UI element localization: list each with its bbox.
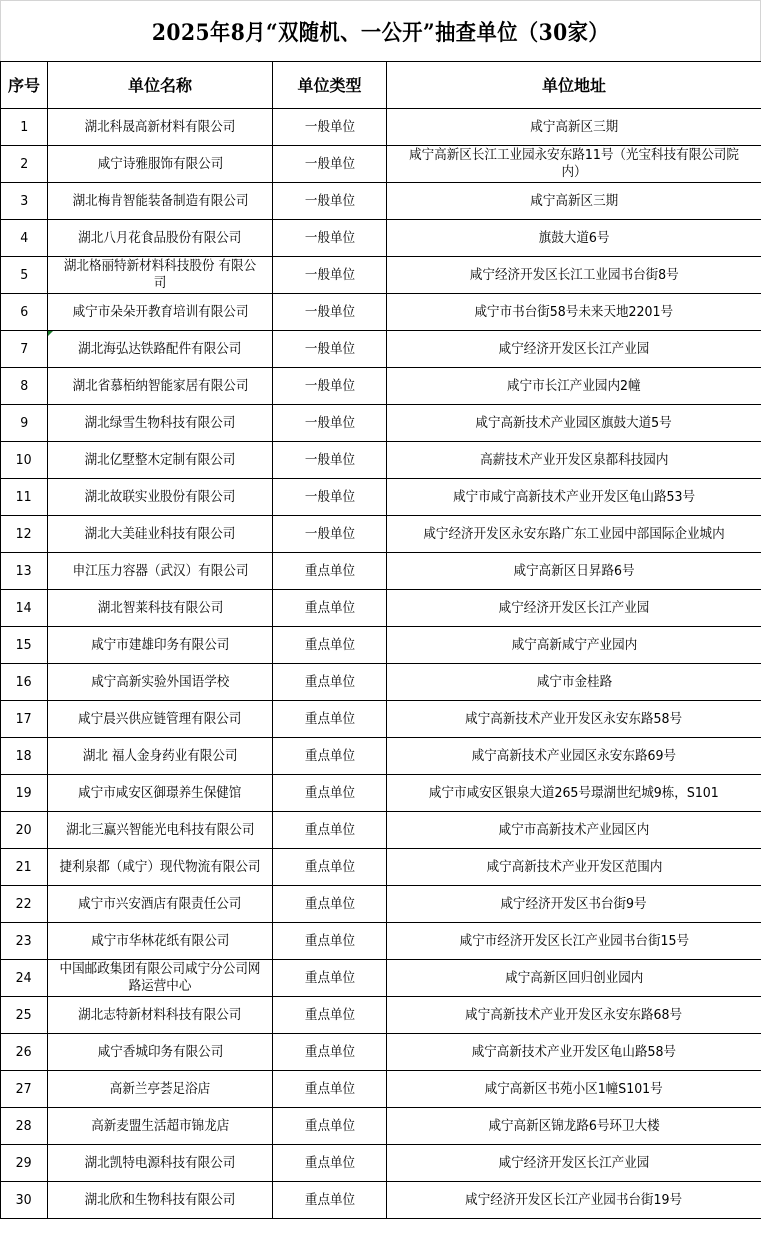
cell-address[interactable] xyxy=(387,1182,761,1219)
cell-type-text: 一般单位 xyxy=(304,192,355,209)
cell-no[interactable] xyxy=(1,516,48,553)
inspection-table xyxy=(0,61,761,1219)
table-row xyxy=(1,738,761,775)
cell-type-text: 重点单位 xyxy=(304,562,355,579)
cell-type-text: 重点单位 xyxy=(304,969,355,986)
cell-name-text: 湖北省慕栢纳智能家居有限公司 xyxy=(72,377,248,394)
cell-no[interactable] xyxy=(1,849,48,886)
cell-name-text: 咸宁市建雄印务有限公司 xyxy=(90,636,230,653)
table-row xyxy=(1,1182,761,1219)
cell-no-text: 22 xyxy=(16,895,32,912)
cell-type[interactable] xyxy=(273,627,387,664)
cell-name[interactable] xyxy=(48,886,273,923)
cell-name[interactable] xyxy=(48,516,273,553)
cell-address[interactable] xyxy=(387,368,761,405)
cell-no-text: 2 xyxy=(20,155,28,172)
cell-no-text: 25 xyxy=(16,1006,32,1023)
cell-no[interactable] xyxy=(1,1145,48,1182)
cell-no-text: 21 xyxy=(16,858,32,875)
cell-no-text: 14 xyxy=(16,599,32,616)
cell-no-text: 8 xyxy=(20,377,28,394)
cell-address-text: 咸宁高新技术产业开发区永安东路68号 xyxy=(465,1006,683,1023)
table-row xyxy=(1,368,761,405)
header-type: 单位类型 xyxy=(273,62,387,109)
cell-address[interactable] xyxy=(387,1108,761,1145)
cell-address-text: 咸宁高新技术产业开发区永安东路58号 xyxy=(465,710,683,727)
cell-no[interactable] xyxy=(1,1108,48,1145)
cell-name[interactable] xyxy=(48,590,273,627)
cell-no-text: 7 xyxy=(20,340,28,357)
cell-no[interactable] xyxy=(1,183,48,220)
cell-no[interactable] xyxy=(1,1182,48,1219)
title-cell xyxy=(0,0,761,62)
cell-name[interactable] xyxy=(48,1108,273,1145)
cell-no-text: 13 xyxy=(16,562,32,579)
cell-address[interactable] xyxy=(387,812,761,849)
cell-address[interactable] xyxy=(387,627,761,664)
cell-no-text: 28 xyxy=(16,1117,32,1134)
cell-type-text: 重点单位 xyxy=(304,932,355,949)
cell-name-text: 湖北大美硅业科技有限公司 xyxy=(84,525,236,542)
cell-address[interactable] xyxy=(387,146,761,183)
cell-no-text: 24 xyxy=(16,969,32,986)
cell-type-text: 重点单位 xyxy=(304,747,355,764)
cell-name-text: 高新兰亭荟足浴店 xyxy=(109,1080,211,1097)
cell-type-text: 重点单位 xyxy=(304,1191,355,1208)
cell-type[interactable] xyxy=(273,479,387,516)
cell-name[interactable] xyxy=(48,257,273,294)
cell-address[interactable] xyxy=(387,516,761,553)
header-address: 单位地址 xyxy=(387,62,761,109)
cell-type-text: 一般单位 xyxy=(304,340,355,357)
cell-name[interactable] xyxy=(48,627,273,664)
table-row xyxy=(1,183,761,220)
cell-address-text: 咸宁市书台街58号未来天地2201号 xyxy=(474,303,674,320)
cell-name[interactable] xyxy=(48,1071,273,1108)
table-row xyxy=(1,1034,761,1071)
cell-address[interactable] xyxy=(387,1071,761,1108)
cell-type[interactable] xyxy=(273,1108,387,1145)
cell-name-text: 咸宁市华林花纸有限公司 xyxy=(90,932,230,949)
cell-address-text: 咸宁市咸宁高新技术产业开发区龟山路53号 xyxy=(453,488,695,505)
table-row xyxy=(1,331,761,368)
cell-no[interactable] xyxy=(1,812,48,849)
cell-address-text: 咸宁高新技术产业园区永安东路69号 xyxy=(471,747,677,764)
table-row xyxy=(1,479,761,516)
cell-address-text: 咸宁高新区三期 xyxy=(530,118,618,135)
cell-name[interactable] xyxy=(48,220,273,257)
cell-type-text: 重点单位 xyxy=(304,1154,355,1171)
cell-no[interactable] xyxy=(1,1071,48,1108)
cell-name[interactable] xyxy=(48,997,273,1034)
table-row xyxy=(1,701,761,738)
cell-name[interactable] xyxy=(48,368,273,405)
cell-name-text: 咸宁香城印务有限公司 xyxy=(97,1043,223,1060)
cell-no-text: 27 xyxy=(16,1080,32,1097)
cell-name-text: 湖北智莱科技有限公司 xyxy=(97,599,223,616)
cell-address[interactable] xyxy=(387,997,761,1034)
cell-address[interactable] xyxy=(387,849,761,886)
cell-address-text: 咸宁市高新技术产业园区内 xyxy=(498,821,650,838)
cell-name[interactable] xyxy=(48,923,273,960)
cell-name-text: 湖北故联实业股份有限公司 xyxy=(84,488,236,505)
table-row xyxy=(1,1145,761,1182)
cell-address[interactable] xyxy=(387,442,761,479)
cell-type[interactable] xyxy=(273,368,387,405)
cell-no-text: 26 xyxy=(16,1043,32,1060)
cell-address[interactable] xyxy=(387,960,761,997)
cell-name[interactable] xyxy=(48,960,273,997)
cell-type[interactable] xyxy=(273,109,387,146)
cell-name[interactable] xyxy=(48,775,273,812)
cell-name[interactable] xyxy=(48,479,273,516)
cell-type-text: 重点单位 xyxy=(304,1117,355,1134)
cell-type[interactable] xyxy=(273,886,387,923)
cell-address[interactable] xyxy=(387,590,761,627)
cell-name[interactable] xyxy=(48,183,273,220)
cell-type[interactable] xyxy=(273,220,387,257)
table-body xyxy=(1,109,761,1219)
cell-address-text: 咸宁经济开发区书台街9号 xyxy=(500,895,648,912)
table-row xyxy=(1,146,761,183)
cell-type[interactable] xyxy=(273,738,387,775)
cell-address[interactable] xyxy=(387,479,761,516)
cell-name[interactable] xyxy=(48,1145,273,1182)
cell-type[interactable] xyxy=(273,146,387,183)
cell-name[interactable] xyxy=(48,331,273,368)
cell-type[interactable] xyxy=(273,812,387,849)
cell-no-text: 20 xyxy=(16,821,32,838)
cell-address[interactable] xyxy=(387,405,761,442)
cell-name-text: 咸宁诗雅服饰有限公司 xyxy=(97,155,223,172)
cell-no-text: 29 xyxy=(16,1154,32,1171)
cell-type[interactable] xyxy=(273,516,387,553)
cell-name[interactable] xyxy=(48,849,273,886)
cell-address-text: 高薪技术产业开发区泉都科技园内 xyxy=(479,451,669,468)
cell-address[interactable] xyxy=(387,664,761,701)
cell-type-text: 重点单位 xyxy=(304,636,355,653)
cell-type[interactable] xyxy=(273,590,387,627)
cell-address-text: 咸宁经济开发区长江产业园 xyxy=(498,340,650,357)
cell-type-text: 一般单位 xyxy=(304,266,355,283)
cell-type-text: 重点单位 xyxy=(304,784,355,801)
cell-name[interactable] xyxy=(48,1034,273,1071)
cell-address-text: 咸宁高新区锦龙路6号环卫大楼 xyxy=(488,1117,660,1134)
cell-name-text: 咸宁高新实验外国语学校 xyxy=(90,673,230,690)
cell-no-text: 19 xyxy=(16,784,32,801)
cell-address-text: 咸宁市长江产业园内2幢 xyxy=(507,377,641,394)
cell-address[interactable] xyxy=(387,701,761,738)
cell-name[interactable] xyxy=(48,294,273,331)
cell-no-text: 17 xyxy=(16,710,32,727)
cell-type[interactable] xyxy=(273,1071,387,1108)
cell-type[interactable] xyxy=(273,775,387,812)
cell-address-text: 咸宁高新技术产业园区旗鼓大道5号 xyxy=(475,414,673,431)
cell-address[interactable] xyxy=(387,294,761,331)
cell-type[interactable] xyxy=(273,1145,387,1182)
table-row xyxy=(1,997,761,1034)
table-row xyxy=(1,812,761,849)
cell-no[interactable] xyxy=(1,664,48,701)
cell-no-text: 23 xyxy=(16,932,32,949)
cell-address-text: 咸宁市经济开发区长江产业园书台街15号 xyxy=(459,932,689,949)
cell-no[interactable] xyxy=(1,220,48,257)
header-no: 序号 xyxy=(1,62,48,109)
cell-no-text: 5 xyxy=(20,266,28,283)
cell-name-text: 咸宁市咸安区御璟养生保健馆 xyxy=(78,784,242,801)
cell-no[interactable] xyxy=(1,257,48,294)
cell-no[interactable] xyxy=(1,701,48,738)
cell-no[interactable] xyxy=(1,627,48,664)
cell-address[interactable] xyxy=(387,257,761,294)
cell-type-text: 重点单位 xyxy=(304,710,355,727)
cell-address-text: 咸宁高新技术产业开发区龟山路58号 xyxy=(471,1043,677,1060)
cell-address[interactable] xyxy=(387,109,761,146)
cell-address-text: 咸宁高新区三期 xyxy=(530,192,618,209)
cell-type[interactable] xyxy=(273,405,387,442)
cell-address[interactable] xyxy=(387,1034,761,1071)
cell-no-text: 11 xyxy=(16,488,32,505)
cell-address-text: 咸宁高新区日昇路6号 xyxy=(513,562,635,579)
cell-address-text: 咸宁高新区长江工业园永安东路11号（光宝科技有限公司院内） xyxy=(409,147,739,180)
cell-no[interactable] xyxy=(1,590,48,627)
table-row xyxy=(1,220,761,257)
cell-address-text: 咸宁经济开发区永安东路广东工业园中部国际企业城内 xyxy=(423,525,725,542)
cell-type[interactable] xyxy=(273,1034,387,1071)
cell-address-text: 咸宁高新区书苑小区1幢S101号 xyxy=(484,1080,664,1097)
cell-type-text: 一般单位 xyxy=(304,377,355,394)
cell-no[interactable] xyxy=(1,109,48,146)
cell-address-text: 咸宁市咸安区银泉大道265号璟湖世纪城9栋，S101 xyxy=(429,784,719,801)
cell-name-text: 湖北凯特电源科技有限公司 xyxy=(84,1154,236,1171)
cell-no[interactable] xyxy=(1,146,48,183)
cell-name-text: 湖北志特新材料科技有限公司 xyxy=(78,1006,242,1023)
table-row xyxy=(1,405,761,442)
table-row xyxy=(1,849,761,886)
cell-no-text: 6 xyxy=(20,303,28,320)
cell-type[interactable] xyxy=(273,701,387,738)
cell-name-text: 咸宁市朵朵开教育培训有限公司 xyxy=(72,303,248,320)
cell-address[interactable] xyxy=(387,738,761,775)
cell-no[interactable] xyxy=(1,960,48,997)
cell-name[interactable] xyxy=(48,405,273,442)
cell-address[interactable] xyxy=(387,331,761,368)
cell-address[interactable] xyxy=(387,183,761,220)
cell-name-text: 中国邮政集团有限公司咸宁分公司网路运营中心 xyxy=(59,961,261,994)
table-header-row xyxy=(1,62,761,109)
cell-address-text: 咸宁市金桂路 xyxy=(536,673,612,690)
cell-no[interactable] xyxy=(1,738,48,775)
cell-type[interactable] xyxy=(273,183,387,220)
cell-name-text: 湖北 福人金身药业有限公司 xyxy=(82,747,238,764)
table-row xyxy=(1,775,761,812)
table-row xyxy=(1,257,761,294)
cell-address-text: 咸宁经济开发区长江工业园书台街8号 xyxy=(469,266,679,283)
cell-type-text: 重点单位 xyxy=(304,1080,355,1097)
cell-type-text: 重点单位 xyxy=(304,821,355,838)
cell-no[interactable] xyxy=(1,294,48,331)
table-row xyxy=(1,294,761,331)
cell-no[interactable] xyxy=(1,368,48,405)
cell-address[interactable] xyxy=(387,553,761,590)
cell-type[interactable] xyxy=(273,331,387,368)
cell-no[interactable] xyxy=(1,553,48,590)
cell-name-text: 湖北绿雪生物科技有限公司 xyxy=(84,414,236,431)
cell-name[interactable] xyxy=(48,553,273,590)
page-title: 2025年8月“双随机、一公开”抽查单位（30家） xyxy=(151,20,610,46)
cell-name-text: 捷利泉都（咸宁）现代物流有限公司 xyxy=(59,858,261,875)
cell-name-text: 咸宁市兴安酒店有限责任公司 xyxy=(78,895,242,912)
cell-name-text: 湖北梅肯智能装备制造有限公司 xyxy=(72,192,248,209)
table-row xyxy=(1,109,761,146)
cell-name[interactable] xyxy=(48,146,273,183)
cell-name[interactable] xyxy=(48,664,273,701)
cell-type-text: 重点单位 xyxy=(304,673,355,690)
cell-address-text: 咸宁高新咸宁产业园内 xyxy=(511,636,637,653)
cell-address[interactable] xyxy=(387,220,761,257)
cell-type[interactable] xyxy=(273,442,387,479)
cell-no-text: 4 xyxy=(20,229,28,246)
cell-type-text: 一般单位 xyxy=(304,451,355,468)
cell-no[interactable] xyxy=(1,775,48,812)
cell-type-text: 一般单位 xyxy=(304,229,355,246)
cell-type-text: 一般单位 xyxy=(304,155,355,172)
cell-type[interactable] xyxy=(273,664,387,701)
cell-name[interactable] xyxy=(48,812,273,849)
cell-no[interactable] xyxy=(1,331,48,368)
cell-name-text: 咸宁晨兴供应链管理有限公司 xyxy=(78,710,242,727)
cell-name[interactable] xyxy=(48,1182,273,1219)
cell-no[interactable] xyxy=(1,923,48,960)
table-row xyxy=(1,886,761,923)
cell-no[interactable] xyxy=(1,442,48,479)
header-name: 单位名称 xyxy=(48,62,273,109)
cell-type-text: 重点单位 xyxy=(304,1006,355,1023)
table-row xyxy=(1,664,761,701)
table-row xyxy=(1,960,761,997)
cell-no[interactable] xyxy=(1,479,48,516)
cell-type-text: 重点单位 xyxy=(304,1043,355,1060)
cell-no[interactable] xyxy=(1,1034,48,1071)
cell-no-text: 9 xyxy=(20,414,28,431)
cell-type[interactable] xyxy=(273,923,387,960)
cell-type-text: 重点单位 xyxy=(304,599,355,616)
cell-type-text: 重点单位 xyxy=(304,858,355,875)
cell-name-text: 湖北欣和生物科技有限公司 xyxy=(84,1191,236,1208)
cell-type-text: 一般单位 xyxy=(304,525,355,542)
table-row xyxy=(1,516,761,553)
cell-address[interactable] xyxy=(387,1145,761,1182)
table-row xyxy=(1,442,761,479)
cell-address-text: 咸宁高新技术产业开发区范围内 xyxy=(486,858,662,875)
cell-address-text: 咸宁经济开发区长江产业园 xyxy=(498,1154,650,1171)
cell-name-text: 湖北格丽特新材料科技股份 有限公司 xyxy=(63,258,257,291)
cell-no[interactable] xyxy=(1,405,48,442)
cell-name-text: 湖北科晟高新材料有限公司 xyxy=(84,118,236,135)
cell-name-text: 湖北海弘达铁路配件有限公司 xyxy=(78,340,242,357)
cell-address[interactable] xyxy=(387,775,761,812)
cell-name[interactable] xyxy=(48,738,273,775)
table-row xyxy=(1,627,761,664)
cell-no[interactable] xyxy=(1,997,48,1034)
cell-address-text: 咸宁高新区回归创业园内 xyxy=(504,969,644,986)
comment-marker-icon xyxy=(48,331,53,336)
cell-address-text: 咸宁经济开发区长江产业园 xyxy=(498,599,650,616)
cell-name-text: 湖北八月花食品股份有限公司 xyxy=(78,229,242,246)
cell-type[interactable] xyxy=(273,997,387,1034)
cell-name-text: 湖北三赢兴智能光电科技有限公司 xyxy=(65,821,255,838)
cell-type-text: 重点单位 xyxy=(304,895,355,912)
cell-name-text: 高新麦盟生活超市锦龙店 xyxy=(90,1117,230,1134)
table-row xyxy=(1,923,761,960)
cell-no-text: 10 xyxy=(16,451,32,468)
cell-type-text: 一般单位 xyxy=(304,118,355,135)
cell-type[interactable] xyxy=(273,553,387,590)
cell-name[interactable] xyxy=(48,442,273,479)
cell-no-text: 30 xyxy=(16,1191,32,1208)
cell-no-text: 16 xyxy=(16,673,32,690)
table-row xyxy=(1,1071,761,1108)
cell-type[interactable] xyxy=(273,849,387,886)
cell-type[interactable] xyxy=(273,294,387,331)
table-row xyxy=(1,1108,761,1145)
cell-address-text: 旗鼓大道6号 xyxy=(538,229,610,246)
cell-type-text: 一般单位 xyxy=(304,414,355,431)
cell-type[interactable] xyxy=(273,960,387,997)
cell-no-text: 12 xyxy=(16,525,32,542)
cell-no-text: 18 xyxy=(16,747,32,764)
cell-no-text: 15 xyxy=(16,636,32,653)
table-row xyxy=(1,590,761,627)
cell-name[interactable] xyxy=(48,109,273,146)
cell-address[interactable] xyxy=(387,923,761,960)
cell-type[interactable] xyxy=(273,257,387,294)
cell-type-text: 一般单位 xyxy=(304,303,355,320)
cell-no-text: 3 xyxy=(20,192,28,209)
cell-address[interactable] xyxy=(387,886,761,923)
cell-no-text: 1 xyxy=(20,118,28,135)
cell-name-text: 申江压力容器（武汉）有限公司 xyxy=(72,562,248,579)
table-row xyxy=(1,553,761,590)
cell-type-text: 一般单位 xyxy=(304,488,355,505)
cell-no[interactable] xyxy=(1,886,48,923)
cell-address-text: 咸宁经济开发区长江产业园书台街19号 xyxy=(465,1191,683,1208)
cell-type[interactable] xyxy=(273,1182,387,1219)
cell-name[interactable] xyxy=(48,701,273,738)
cell-name-text: 湖北亿墅整木定制有限公司 xyxy=(84,451,236,468)
